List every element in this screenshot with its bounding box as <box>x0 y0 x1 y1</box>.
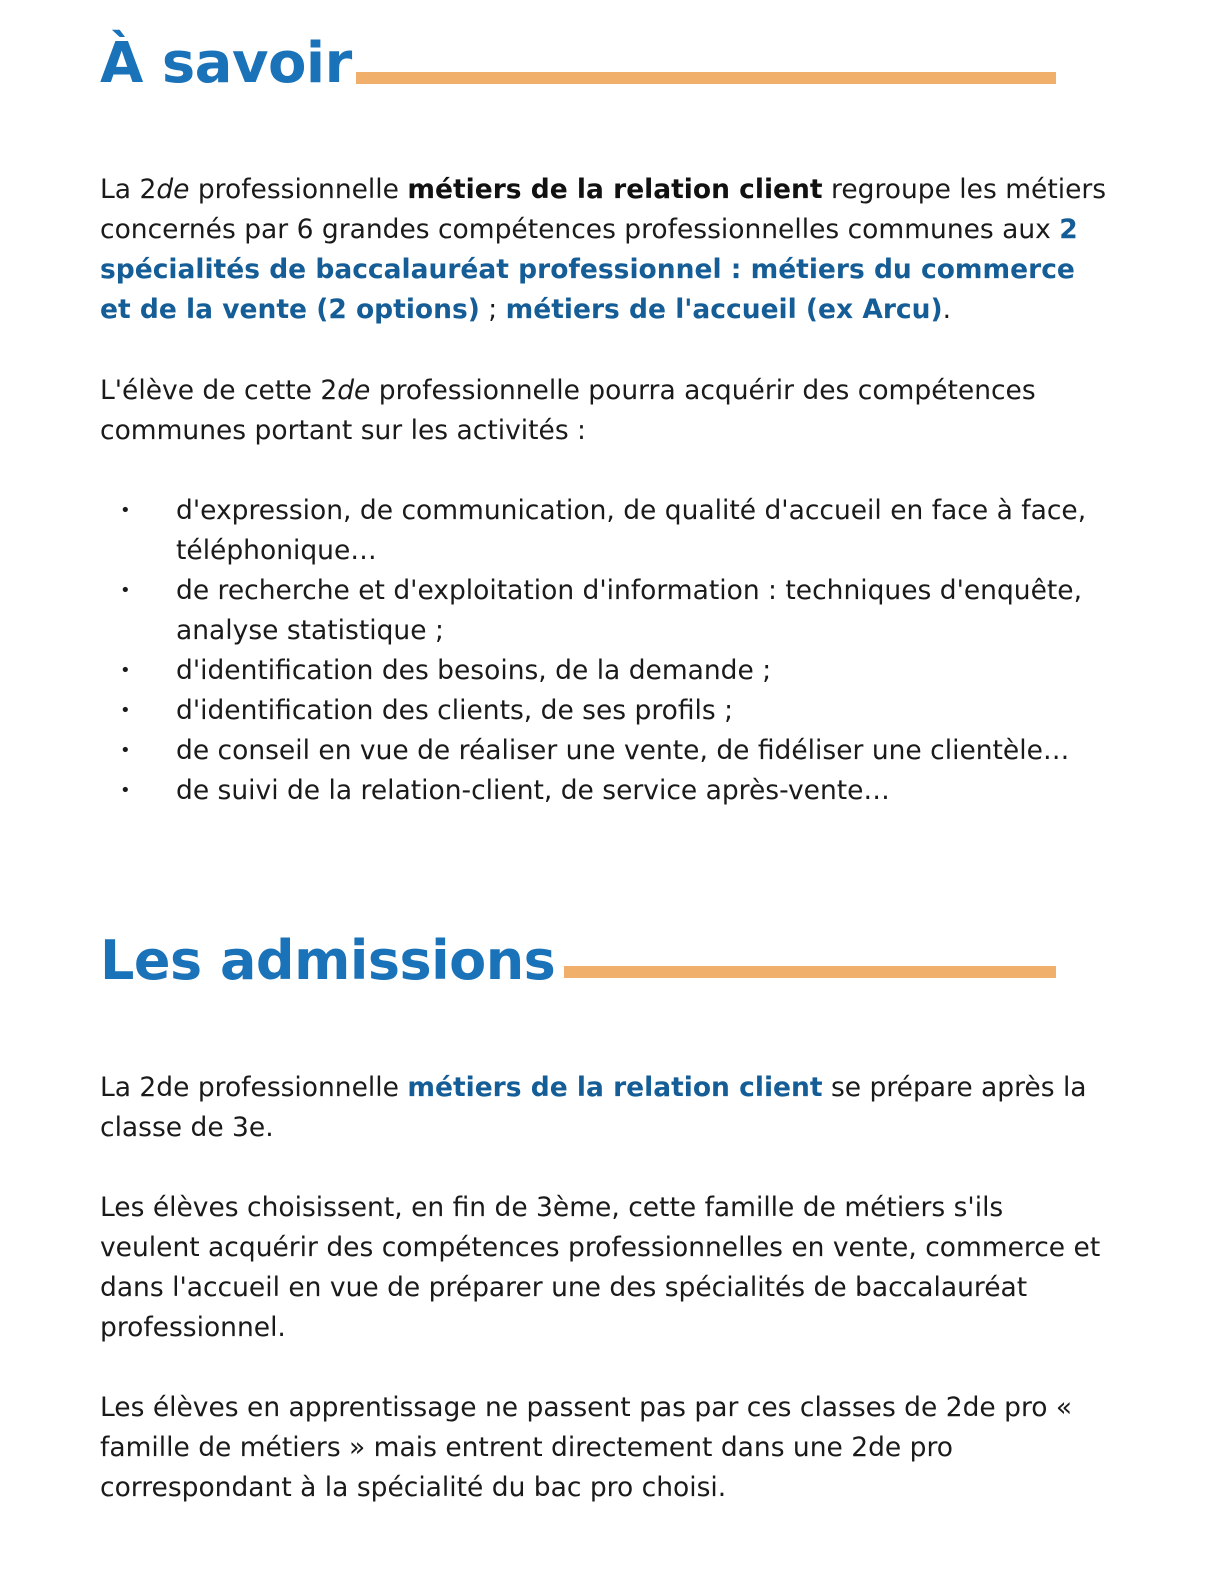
text: La <box>100 174 140 205</box>
paragraph-apprenticeship: Les élèves en apprentissage ne passent pas par ces classes de 2de pro « famille de métiers » mais entrent directement dans une 2de pro correspondant à la spécialité du bac pro choisi. <box>100 1392 1073 1503</box>
activities-list <box>100 491 1110 811</box>
text: se prépare après la classe de 3e. <box>100 1072 1087 1143</box>
relation-client-link[interactable]: métiers de la relation client <box>407 1072 823 1103</box>
text: L'élève de cette <box>100 375 321 406</box>
text: 2 <box>139 174 157 205</box>
text: professionnelle <box>189 174 408 205</box>
program-name-bold: métiers de la relation client <box>407 174 823 205</box>
list-item-text: de conseil en vue de réaliser une vente, de fidéliser une clientèle… <box>176 735 1070 766</box>
list-item <box>100 771 1110 811</box>
paragraph-intro <box>100 170 1110 330</box>
list-item-text: de suivi de la relation-client, de service après-vente… <box>176 775 890 806</box>
list-item-text: d'identification des clients, de ses profils ; <box>176 695 734 726</box>
bullet-icon: • <box>120 780 131 801</box>
text: La 2de professionnelle <box>100 1072 408 1103</box>
list-item-text: d'identification des besoins, de la demande ; <box>176 655 772 686</box>
bullet-icon: • <box>120 500 131 521</box>
text: professionnelle pourra acquérir des compétences communes portant sur les activités : <box>100 375 1036 446</box>
bullet-icon: • <box>120 660 131 681</box>
list-item <box>100 571 1110 651</box>
list-item <box>100 691 1110 731</box>
list-item-text: de recherche et d'exploitation d'information : techniques d'enquête, analyse statistique ; <box>176 575 1082 646</box>
bullet-icon: • <box>120 580 131 601</box>
metiers-accueil-link[interactable]: métiers de l'accueil (ex Arcu) <box>505 294 943 325</box>
text-italic: de <box>337 375 371 406</box>
list-item <box>100 731 1110 771</box>
list-item <box>100 651 1110 691</box>
bullet-icon: • <box>120 700 131 721</box>
paragraph-choice: Les élèves choisissent, en fin de 3ème, cette famille de métiers s'ils veulent acquérir des compétences professionnelles en vente, commerce et dans l'accueil en vue de préparer une des spécialités de baccalauréat professionnel. <box>100 1192 1101 1343</box>
list-item-text: d'expression, de communication, de qualité d'accueil en face à face, téléphonique… <box>176 495 1087 566</box>
section-heading-a-savoir <box>100 28 352 98</box>
text: ; <box>479 294 506 325</box>
text: regroupe les métiers concernés par 6 grandes compétences professionnelles communes aux <box>100 174 1107 245</box>
bullet-icon: • <box>120 740 131 761</box>
section-title: Les admissions <box>100 928 556 992</box>
text: . <box>942 294 952 325</box>
text-italic: de <box>156 174 190 205</box>
text: 2 <box>320 375 338 406</box>
specialites-link[interactable]: 2 spécialités de baccalauréat professionnel : métiers du commerce et de la vente (2 options) <box>100 214 1078 325</box>
heading-rule <box>564 966 1056 978</box>
list-item <box>100 491 1110 571</box>
paragraph-preparation <box>100 1068 1110 1148</box>
heading-rule <box>356 72 1056 84</box>
section-title: À savoir <box>100 30 352 96</box>
section-heading-admissions <box>100 922 555 998</box>
paragraph-competences <box>100 371 1110 451</box>
